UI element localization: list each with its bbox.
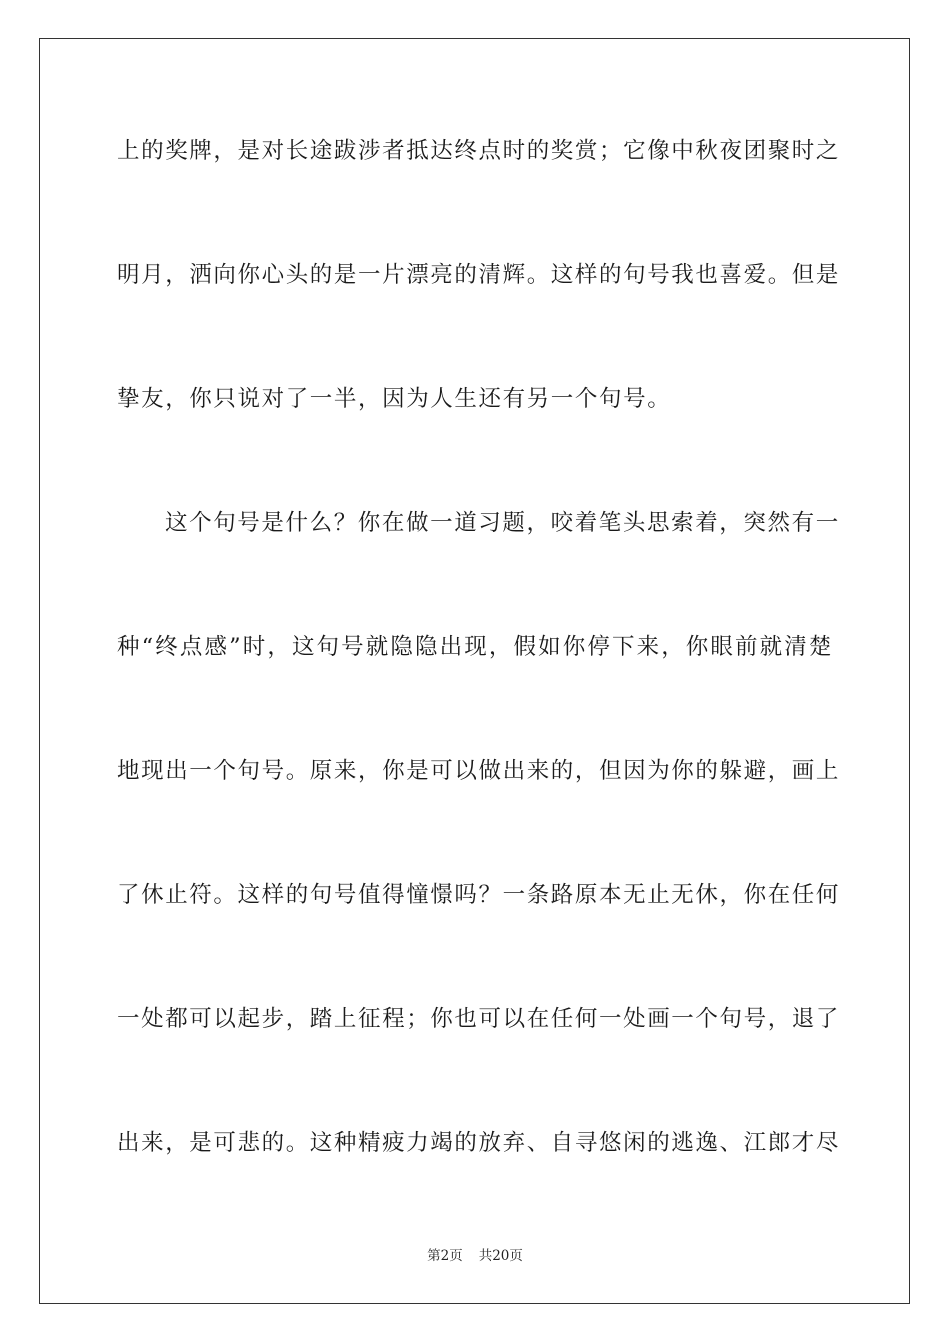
text-line-6: 地现出一个句号。原来，你是可以做出来的，但因为你的躲避，画上	[117, 758, 841, 784]
text-line-9: 出来，是可悲的。这种精疲力竭的放弃、自寻悠闲的逃逸、江郎才尽	[117, 1130, 841, 1156]
text-line-5: 种“终点感”时，这句号就隐隐出现，假如你停下来，你眼前就清楚	[117, 634, 833, 660]
text-line-3: 挚友，你只说对了一半，因为人生还有另一个句号。	[117, 386, 672, 412]
text-line-4: 这个句号是什么？你在做一道习题，咬着笔头思索着，突然有一	[165, 510, 840, 536]
text-line-7: 了休止符。这样的句号值得憧憬吗？一条路原本无止无休，你在任何	[117, 882, 841, 908]
page-frame	[39, 38, 910, 1304]
text-line-1: 上的奖牌，是对长途跋涉者抵达终点时的奖赏；它像中秋夜团聚时之	[117, 138, 841, 164]
page-number-current: 第2页	[427, 1248, 463, 1264]
page-footer	[0, 1247, 950, 1265]
text-line-2: 明月，洒向你心头的是一片漂亮的清辉。这样的句号我也喜爱。但是	[117, 262, 841, 288]
text-line-8: 一处都可以起步，踏上征程；你也可以在任何一处画一个句号，退了	[117, 1006, 841, 1032]
page-number-total: 共20页	[478, 1248, 523, 1264]
